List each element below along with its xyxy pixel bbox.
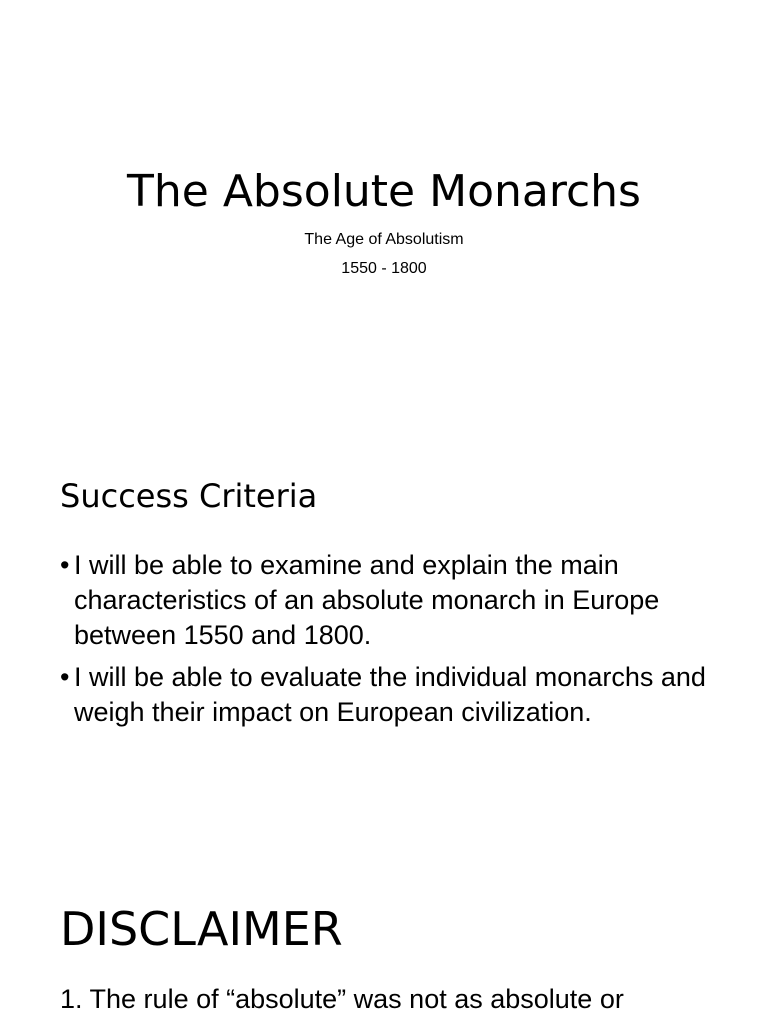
success-criteria-list	[60, 548, 720, 737]
slide-title	[0, 0, 768, 432]
slide-disclaimer	[0, 864, 768, 1024]
disclaimer-heading: DISCLAIMER	[60, 902, 343, 956]
presentation-date-range: 1550 - 1800	[341, 260, 427, 277]
slide-success-criteria	[0, 432, 768, 864]
criteria-item: • I will be able to evaluate the individual monarchs and weigh their impact on European civilization.	[60, 660, 720, 730]
success-criteria-heading: Success Criteria	[60, 477, 318, 515]
presentation-subtitle: The Age of Absolutism	[304, 231, 464, 248]
criteria-item: • I will be able to examine and explain the main characteristics of an absolute monarch in Europe between 1550 and 1800.	[60, 548, 720, 653]
disclaimer-item: 1. The rule of “absolute” was not as absolute or	[60, 984, 624, 1014]
presentation-title: The Absolute Monarchs	[127, 166, 641, 217]
